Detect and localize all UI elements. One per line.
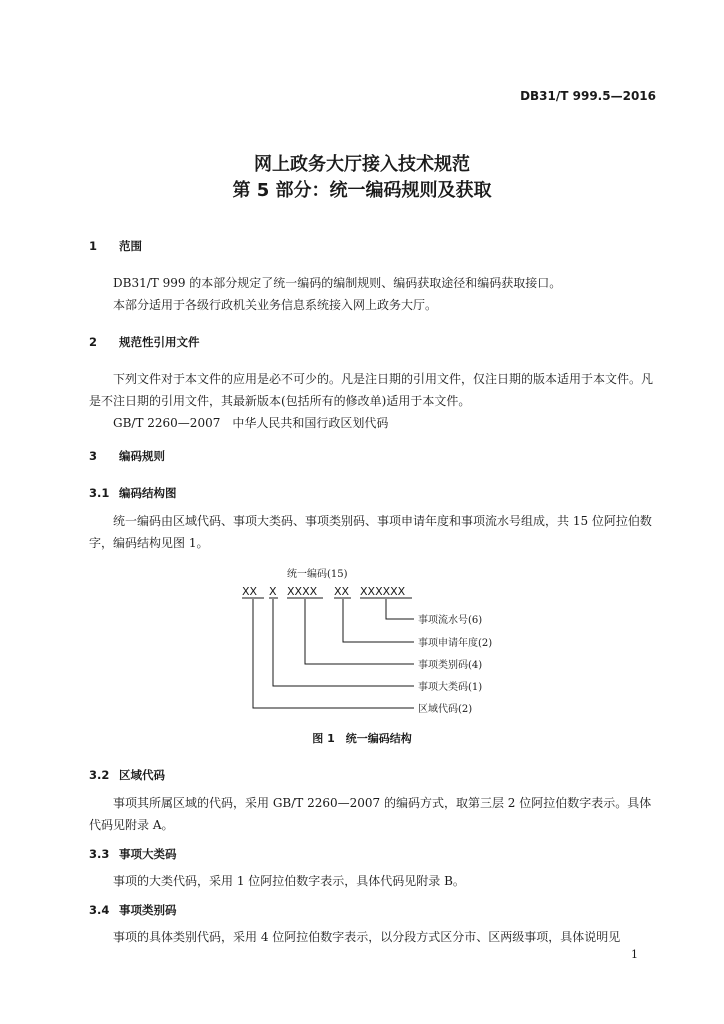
- section-3-heading: [89, 448, 165, 464]
- paragraph: 事项其所属区域的代码，采用 GB/T 2260—2007 的编码方式，取第三层 2 位阿拉伯数字表示。具体代码见附录 A。: [89, 796, 652, 832]
- section-number: 2: [89, 335, 98, 349]
- code-structure-diagram: [230, 565, 510, 715]
- standard-number: DB31/T 999.5—2016: [520, 89, 656, 103]
- section-3-3-heading: [89, 846, 177, 862]
- label-type-code: 事项类别码(4): [418, 660, 483, 671]
- label-application-year: 事项申请年度(2): [418, 638, 493, 649]
- paragraph: 统一编码由区域代码、事项大类码、事项类别码、事项申请年度和事项流水号组成，共 15 位阿拉伯数字，编码结构见图 1。: [89, 514, 652, 550]
- paragraph: 事项的具体类别代码，采用 4 位阿拉伯数字表示，以分段方式区分市、区两级事项，具体说明见: [113, 930, 621, 944]
- section-title: 编码结构图: [119, 486, 177, 500]
- section-3-4-body: [89, 926, 654, 948]
- section-3-2-body: [89, 792, 654, 836]
- section-title: 编码规则: [119, 449, 165, 463]
- section-number: 3.1: [89, 486, 110, 500]
- section-2-heading: [89, 334, 200, 350]
- label-area-code: 区域代码(2): [418, 704, 473, 715]
- section-number: 3: [89, 449, 98, 463]
- paragraph: 本部分适用于各级行政机关业务信息系统接入网上政务大厅。: [113, 298, 438, 312]
- section-3-2-heading: [89, 767, 165, 783]
- diagram-header: 统一编码(15): [287, 569, 348, 580]
- section-title: 事项类别码: [119, 903, 177, 917]
- paragraph: 下列文件对于本文件的应用是必不可少的。凡是注日期的引用文件，仅注日期的版本适用于本文件。凡是不注日期的引用文件，其最新版本(包括所有的修改单)适用于本文件。: [89, 372, 654, 408]
- section-1-heading: [89, 238, 142, 254]
- document-title: 网上政务大厅接入技术规范: [254, 154, 470, 175]
- page-number: 1: [631, 948, 638, 961]
- group-area-code: XX: [242, 585, 258, 598]
- section-3-3-body: [89, 870, 654, 892]
- section-1-body: [89, 272, 654, 316]
- label-serial-number: 事项流水号(6): [418, 615, 483, 626]
- section-3-1-body: [89, 510, 654, 554]
- label-category-code: 事项大类码(1): [418, 682, 483, 693]
- group-serial-code: XXXXXX: [360, 585, 406, 598]
- group-type-code: XXXX: [287, 585, 318, 598]
- paragraph: DB31/T 999 的本部分规定了统一编码的编制规则、编码获取途径和编码获取接口。: [113, 276, 562, 290]
- group-category-code: X: [269, 585, 277, 598]
- section-title: 事项大类码: [119, 847, 177, 861]
- section-number: 3.4: [89, 903, 110, 917]
- group-year-code: XX: [334, 585, 350, 598]
- section-title: 范围: [119, 239, 142, 253]
- connector-lines: [242, 598, 414, 708]
- section-2-body: [89, 368, 654, 434]
- section-title: 区域代码: [119, 768, 165, 782]
- section-number: 3.3: [89, 847, 110, 861]
- paragraph: GB/T 2260—2007 中华人民共和国行政区划代码: [113, 416, 389, 430]
- paragraph: 事项的大类代码，采用 1 位阿拉伯数字表示，具体代码见附录 B。: [113, 874, 465, 888]
- section-3-4-heading: [89, 902, 177, 918]
- figure-caption: 图 1 统一编码结构: [312, 732, 412, 745]
- section-number: 1: [89, 239, 98, 253]
- document-subtitle: 第 5 部分：统一编码规则及获取: [232, 180, 492, 201]
- section-number: 3.2: [89, 768, 110, 782]
- section-title: 规范性引用文件: [119, 335, 200, 349]
- section-3-1-heading: [89, 485, 177, 501]
